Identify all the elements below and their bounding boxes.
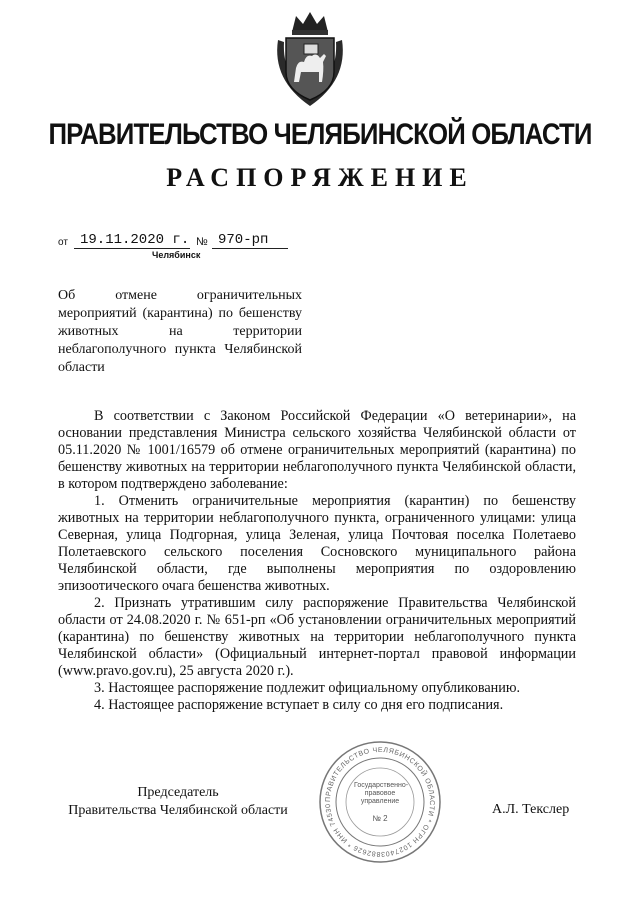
body-paragraph-preamble: В соответствии с Законом Российской Федерации «О ветеринарии», на основании представления Министра сельского хозяйства Челябинской области от 05.11.2020 № 1001/16579 об отмене ограничительных мероприятий (карантина) по бешенству животных на территории неблагополучного пункта Челябинской области, в котором подтверждено заболевание: <box>58 408 576 492</box>
government-title: ПРАВИТЕЛЬСТВО ЧЕЛЯБИНСКОЙ ОБЛАСТИ <box>48 118 592 151</box>
body-paragraph-1: 1. Отменить ограничительные мероприятия (карантин) по бешенству животных на территории неблагополучного пункта, ограниченного улицами: улица Северная, улица Подгорная, улица Зеленая, улица Почтовая поселка Полетаево Полетаевского сельского поселения Сосновского муниципального района Челябинской области, где выполнены мероприятия по оздоровлению эпизоотического очага бешенства животных. <box>58 493 576 594</box>
document-date: 19.11.2020 г. <box>80 232 190 248</box>
body-paragraph-2: 2. Признать утратившим силу распоряжение Правительства Челябинской области от 24.08.2020 г. № 651-рп «Об установлении ограничительных мероприятий (карантина) по бешенству животных на территории неблагополучного пункта Челябинской области» (Официальный интернет-портал правовой информации (www.pravo.gov.ru), 25 августа 2020 г.). <box>58 595 576 679</box>
stamp-center-number: № 2 <box>372 814 388 823</box>
document-subject: Об отмене ограничительных мероприятий (карантина) по бешенству животных на территории неблагополучного пункта Челябинской области <box>58 288 302 375</box>
signatory-position <box>58 784 298 820</box>
body-paragraph-3: 3. Настоящее распоряжение подлежит официальному опубликованию. <box>94 680 521 696</box>
number-underline <box>212 248 288 249</box>
document-number: 970-рп <box>218 232 269 248</box>
signatory-position-line2: Правительства Челябинской области <box>68 803 288 818</box>
number-label: № <box>196 236 208 248</box>
document-body <box>58 408 576 714</box>
signatory-name: А.Л. Текслер <box>492 802 570 817</box>
official-seal-stamp <box>318 740 442 864</box>
stamp-center-text: Государственно-правовое управление <box>354 782 409 805</box>
document-type-title: РАСПОРЯЖЕНИЕ <box>166 163 474 192</box>
stamp-ring-text: ПРАВИТЕЛЬСТВО ЧЕЛЯБИНСКОЙ ОБЛАСТИ * ОГРН 1027403882626 * ИНН 74530 <box>324 746 436 858</box>
body-paragraph-4: 4. Настоящее распоряжение вступает в силу со дня его подписания. <box>94 697 504 713</box>
document-date-number-line <box>58 230 288 250</box>
date-prefix-label: от <box>58 237 68 248</box>
signatory-position-line1: Председатель <box>137 785 219 800</box>
coat-of-arms-emblem <box>268 10 352 108</box>
date-underline <box>74 248 190 249</box>
city-name: Челябинск <box>152 250 201 260</box>
